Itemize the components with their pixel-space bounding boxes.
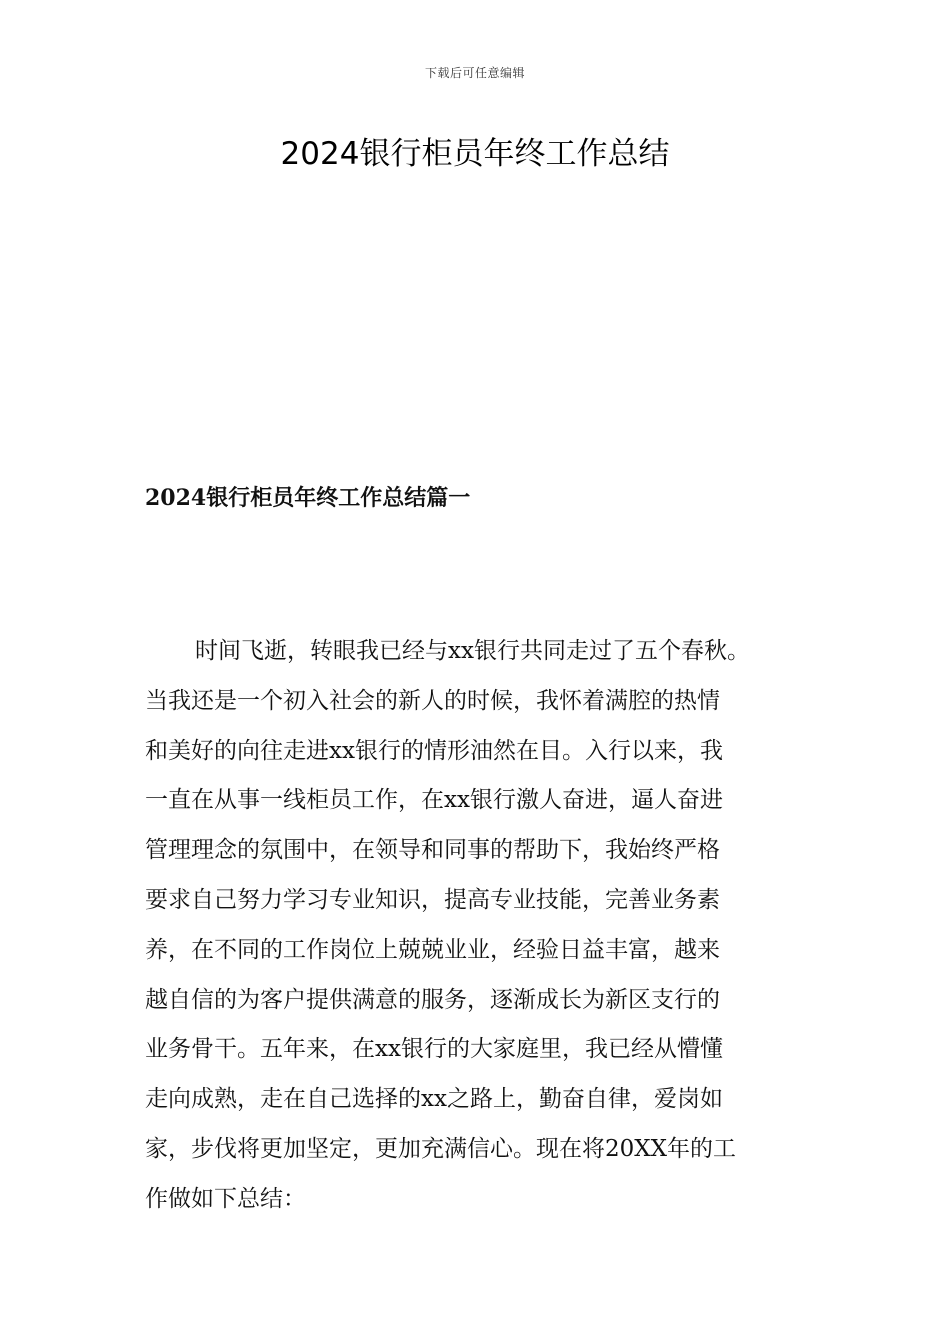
paragraph-line: 和美好的向往走进xx银行的情形油然在目。入行以来，我 [145,737,723,764]
paragraph-line: 管理理念的氛围中，在领导和同事的帮助下，我始终严格 [145,837,720,864]
header-note: 下载后可任意编辑 [424,66,525,80]
paragraph-line: 家，步伐将更加坚定，更加充满信心。现在将20XX年的工 [145,1135,737,1162]
paragraph-line: 养，在不同的工作岗位上兢兢业业，经验日益丰富，越来 [145,936,720,963]
paragraph-line: 要求自己努力学习专业知识，提高专业技能，完善业务素 [145,886,720,913]
paragraph-line: 越自信的为客户提供满意的服务，逐渐成长为新区支行的 [145,986,720,1013]
paragraph-line: 作做如下总结： [145,1185,306,1212]
document-title: 2024银行柜员年终工作总结 [280,136,670,172]
paragraph-line: 走向成熟，走在自己选择的xx之路上，勤奋自律，爱岗如 [145,1086,723,1113]
body-paragraph [145,627,835,1225]
section-heading: 2024银行柜员年终工作总结篇一 [145,485,471,511]
paragraph-line: 时间飞逝，转眼我已经与xx银行共同走过了五个春秋。 [195,638,750,664]
paragraph-line: 一直在从事一线柜员工作，在xx银行激人奋进，逼人奋进 [145,787,723,814]
paragraph-line: 业务骨干。五年来，在xx银行的大家庭里，我已经从懵懂 [145,1036,723,1063]
paragraph-line: 当我还是一个初入社会的新人的时候，我怀着满腔的热情 [145,687,720,714]
